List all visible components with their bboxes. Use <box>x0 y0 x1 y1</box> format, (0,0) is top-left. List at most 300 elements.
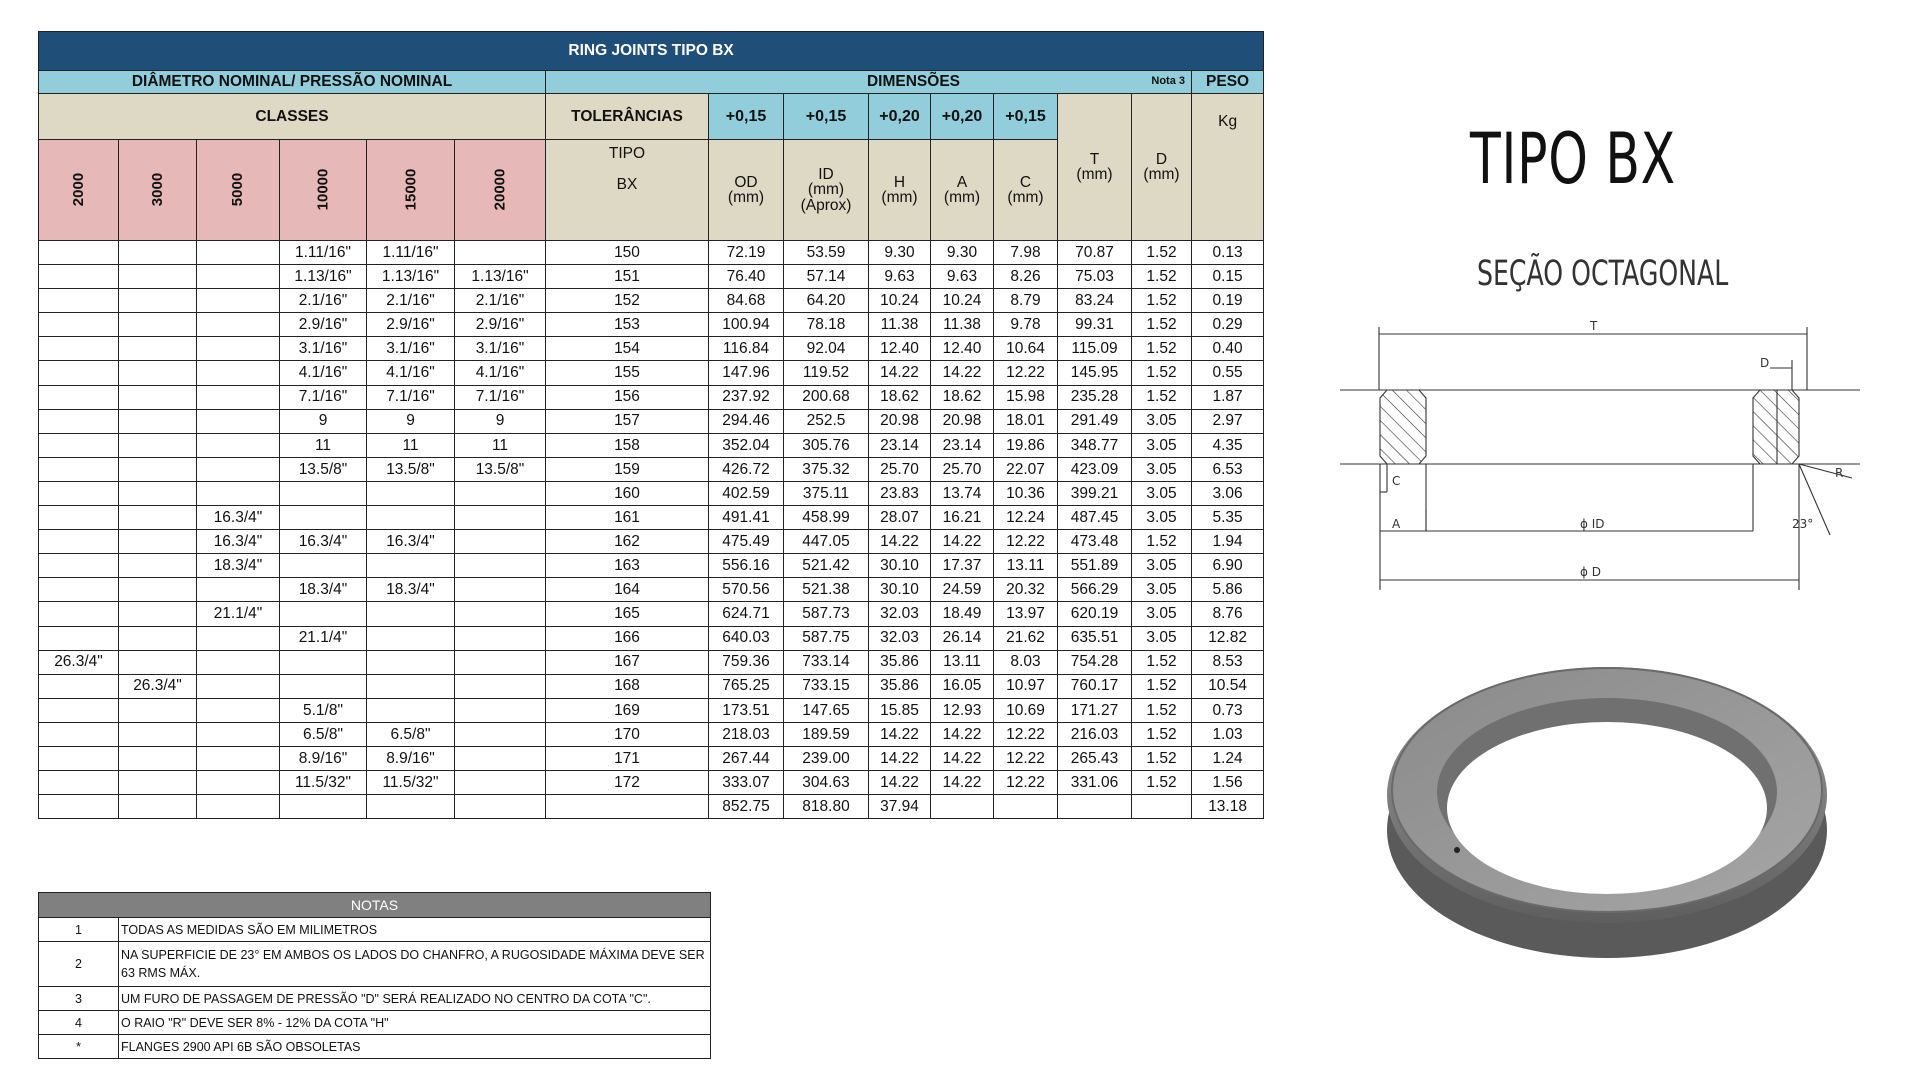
dimensions-label: DIMENSÕES <box>866 73 960 91</box>
table-cell <box>367 650 455 674</box>
pressure-3000-label: 3000 <box>149 173 166 207</box>
table-cell <box>280 506 367 530</box>
table-row <box>39 698 1264 722</box>
table-cell: 6.53 <box>1192 457 1264 481</box>
table-cell: 32.03 <box>869 626 931 650</box>
notes-table <box>38 892 711 1059</box>
table-cell <box>367 602 455 626</box>
table-cell <box>39 674 119 698</box>
table-cell: 160 <box>546 481 709 505</box>
table-cell: 0.73 <box>1192 698 1264 722</box>
table-cell: 760.17 <box>1058 674 1132 698</box>
a-header <box>931 140 994 241</box>
table-cell: 13.18 <box>1192 795 1264 819</box>
table-cell: 1.52 <box>1132 313 1192 337</box>
tolerance-id: +0,15 <box>784 94 869 140</box>
table-cell: 3.05 <box>1132 506 1192 530</box>
table-cell: 11 <box>280 433 367 457</box>
table-cell: 15.98 <box>994 385 1058 409</box>
table-cell: 6.90 <box>1192 554 1264 578</box>
table-cell: 1.52 <box>1132 698 1192 722</box>
table-cell <box>197 409 280 433</box>
table-cell <box>119 457 197 481</box>
table-cell: 1.52 <box>1132 337 1192 361</box>
pressure-5000 <box>197 140 280 241</box>
table-cell <box>119 650 197 674</box>
table-cell <box>367 626 455 650</box>
table-cell <box>546 795 709 819</box>
table-cell: 16.05 <box>931 674 994 698</box>
table-cell: 21.1/4" <box>280 626 367 650</box>
table-cell: 3.05 <box>1132 578 1192 602</box>
table-cell: 1.13/16" <box>455 265 546 289</box>
table-row <box>39 530 1264 554</box>
table-cell: 473.48 <box>1058 530 1132 554</box>
table-cell: 152 <box>546 289 709 313</box>
table-cell: 92.04 <box>784 337 869 361</box>
table-cell: 200.68 <box>784 385 869 409</box>
table-cell: 18.3/4" <box>367 578 455 602</box>
table-cell <box>280 554 367 578</box>
table-cell: 423.09 <box>1058 457 1132 481</box>
table-cell: 3.1/16" <box>455 337 546 361</box>
table-cell: 1.56 <box>1192 771 1264 795</box>
table-cell: 147.96 <box>709 361 784 385</box>
table-cell <box>1132 795 1192 819</box>
table-cell <box>197 650 280 674</box>
table-cell: 115.09 <box>1058 337 1132 361</box>
table-cell <box>280 650 367 674</box>
table-cell <box>455 481 546 505</box>
table-cell <box>119 313 197 337</box>
table-row <box>39 337 1264 361</box>
table-cell: 166 <box>546 626 709 650</box>
label-c: C <box>1392 474 1401 488</box>
od-unit: (mm) <box>727 189 765 206</box>
pressure-10000-label: 10000 <box>314 168 332 211</box>
table-cell: 12.22 <box>994 722 1058 746</box>
table-cell: 23.14 <box>931 433 994 457</box>
table-cell: 1.13/16" <box>280 265 367 289</box>
id-unit: (mm) <box>807 181 845 199</box>
table-cell: 164 <box>546 578 709 602</box>
table-cell <box>197 457 280 481</box>
table-cell: 348.77 <box>1058 433 1132 457</box>
table-cell: 26.3/4" <box>119 674 197 698</box>
table-cell: 18.49 <box>931 602 994 626</box>
table-cell <box>119 578 197 602</box>
table-cell: 76.40 <box>709 265 784 289</box>
table-row <box>39 481 1264 505</box>
table-cell: 426.72 <box>709 457 784 481</box>
pressure-5000-label: 5000 <box>229 173 247 207</box>
table-row <box>39 361 1264 385</box>
table-cell: 21.62 <box>994 626 1058 650</box>
table-cell <box>119 530 197 554</box>
table-cell: 447.05 <box>784 530 869 554</box>
table-cell <box>455 241 546 265</box>
table-cell: 3.05 <box>1132 602 1192 626</box>
table-cell: 305.76 <box>784 433 869 457</box>
table-cell: 13.74 <box>931 481 994 505</box>
label-r: R <box>1835 466 1844 480</box>
table-cell <box>367 481 455 505</box>
table-cell: 4.1/16" <box>280 361 367 385</box>
table-cell: 119.52 <box>784 361 869 385</box>
table-cell: 168 <box>546 674 709 698</box>
table-cell: 587.75 <box>784 626 869 650</box>
pressure-10000 <box>280 140 367 241</box>
table-cell: 733.15 <box>784 674 869 698</box>
table-cell: 12.22 <box>994 361 1058 385</box>
table-cell: 21.1/4" <box>197 602 280 626</box>
note-text: FLANGES 2900 API 6B SÃO OBSOLETAS <box>119 1035 711 1059</box>
table-cell: 1.11/16" <box>367 241 455 265</box>
table-cell: 375.11 <box>784 481 869 505</box>
table-cell: 12.22 <box>994 530 1058 554</box>
table-row <box>39 771 1264 795</box>
c-header <box>994 140 1058 241</box>
table-cell: 237.92 <box>709 385 784 409</box>
table-cell: 556.16 <box>709 554 784 578</box>
kg-header <box>1192 94 1264 241</box>
table-cell: 1.52 <box>1132 289 1192 313</box>
note-text: UM FURO DE PASSAGEM DE PRESSÃO "D" SERÁ REALIZADO NO CENTRO DA COTA "C". <box>119 987 711 1011</box>
drawing-heading: TIPO BX <box>1470 118 1676 200</box>
d-header-unit: (mm) <box>1143 166 1180 183</box>
table-row <box>39 289 1264 313</box>
table-cell <box>1058 795 1132 819</box>
table-cell: 53.59 <box>784 241 869 265</box>
table-cell: 8.9/16" <box>367 746 455 770</box>
table-cell: 521.42 <box>784 554 869 578</box>
table-cell <box>39 361 119 385</box>
table-cell: 304.63 <box>784 771 869 795</box>
table-cell: 37.94 <box>869 795 931 819</box>
table-cell <box>197 771 280 795</box>
table-cell: 8.76 <box>1192 602 1264 626</box>
table-cell: 84.68 <box>709 289 784 313</box>
table-cell <box>455 650 546 674</box>
table-cell: 10.97 <box>994 674 1058 698</box>
table-cell: 475.49 <box>709 530 784 554</box>
table-cell: 852.75 <box>709 795 784 819</box>
table-cell <box>367 698 455 722</box>
table-cell: 151 <box>546 265 709 289</box>
table-cell: 30.10 <box>869 554 931 578</box>
label-od: ϕ D <box>1580 565 1601 579</box>
table-cell: 2.9/16" <box>280 313 367 337</box>
table-cell: 99.31 <box>1058 313 1132 337</box>
table-cell <box>119 506 197 530</box>
table-cell: 1.24 <box>1192 746 1264 770</box>
table-cell <box>119 361 197 385</box>
table-cell: 640.03 <box>709 626 784 650</box>
table-cell: 3.05 <box>1132 433 1192 457</box>
table-cell <box>119 746 197 770</box>
table-cell: 1.52 <box>1132 674 1192 698</box>
table-row <box>39 265 1264 289</box>
table-cell: 163 <box>546 554 709 578</box>
table-cell: 2.9/16" <box>455 313 546 337</box>
table-cell: 1.87 <box>1192 385 1264 409</box>
table-cell <box>39 241 119 265</box>
t-header-label: T <box>1089 150 1100 168</box>
table-cell: 0.15 <box>1192 265 1264 289</box>
table-cell: 161 <box>546 506 709 530</box>
tipo-label: TIPO <box>608 145 646 162</box>
table-cell <box>39 506 119 530</box>
table-cell: 159 <box>546 457 709 481</box>
table-cell: 7.1/16" <box>367 385 455 409</box>
table-cell: 216.03 <box>1058 722 1132 746</box>
table-cell: 3.05 <box>1132 481 1192 505</box>
table-cell: 9.30 <box>869 241 931 265</box>
table-cell <box>39 554 119 578</box>
a-label: A <box>956 173 968 191</box>
table-cell: 155 <box>546 361 709 385</box>
table-cell: 3.05 <box>1132 409 1192 433</box>
table-cell: 167 <box>546 650 709 674</box>
table-cell: 265.43 <box>1058 746 1132 770</box>
table-row <box>39 241 1264 265</box>
table-row <box>39 626 1264 650</box>
table-cell: 13.5/8" <box>367 457 455 481</box>
table-cell <box>197 241 280 265</box>
table-cell: 624.71 <box>709 602 784 626</box>
table-cell: 252.5 <box>784 409 869 433</box>
table-cell <box>119 337 197 361</box>
table-cell <box>197 481 280 505</box>
table-cell: 239.00 <box>784 746 869 770</box>
h-label: H <box>893 173 906 191</box>
table-row <box>39 457 1264 481</box>
table-cell: 16.21 <box>931 506 994 530</box>
table-cell: 5.1/8" <box>280 698 367 722</box>
table-cell: 3.1/16" <box>280 337 367 361</box>
table-cell: 331.06 <box>1058 771 1132 795</box>
table-cell: 267.44 <box>709 746 784 770</box>
table-cell <box>280 602 367 626</box>
table-cell: 14.22 <box>931 530 994 554</box>
table-cell: 0.40 <box>1192 337 1264 361</box>
pressure-3000 <box>119 140 197 241</box>
table-row <box>39 313 1264 337</box>
table-row <box>39 409 1264 433</box>
table-cell: 24.59 <box>931 578 994 602</box>
table-cell: 153 <box>546 313 709 337</box>
table-cell: 18.62 <box>869 385 931 409</box>
table-cell <box>119 481 197 505</box>
table-cell: 12.40 <box>869 337 931 361</box>
table-cell <box>39 385 119 409</box>
table-cell: 23.83 <box>869 481 931 505</box>
table-cell: 4.35 <box>1192 433 1264 457</box>
table-cell <box>455 626 546 650</box>
table-row <box>39 433 1264 457</box>
table-cell <box>39 771 119 795</box>
table-title: RING JOINTS TIPO BX <box>39 32 1264 71</box>
table-cell: 8.79 <box>994 289 1058 313</box>
table-cell: 14.22 <box>931 746 994 770</box>
table-cell: 12.24 <box>994 506 1058 530</box>
table-cell <box>39 530 119 554</box>
table-cell: 64.20 <box>784 289 869 313</box>
table-cell: 1.52 <box>1132 385 1192 409</box>
table-cell <box>455 554 546 578</box>
table-cell <box>39 313 119 337</box>
table-cell: 16.3/4" <box>197 530 280 554</box>
table-cell: 10.24 <box>931 289 994 313</box>
table-cell: 10.69 <box>994 698 1058 722</box>
table-cell <box>119 722 197 746</box>
table-cell: 17.37 <box>931 554 994 578</box>
note-number: 1 <box>39 918 119 942</box>
table-cell <box>367 506 455 530</box>
table-cell <box>197 289 280 313</box>
table-cell: 16.3/4" <box>367 530 455 554</box>
t-header <box>1058 94 1132 241</box>
table-cell: 1.13/16" <box>367 265 455 289</box>
table-cell: 1.52 <box>1132 746 1192 770</box>
table-cell <box>119 698 197 722</box>
table-cell: 14.22 <box>869 771 931 795</box>
table-cell: 156 <box>546 385 709 409</box>
table-cell <box>197 722 280 746</box>
table-cell: 1.94 <box>1192 530 1264 554</box>
table-cell: 9.63 <box>931 265 994 289</box>
notes-section <box>38 892 710 1059</box>
label-a: A <box>1392 517 1401 531</box>
table-cell <box>39 481 119 505</box>
d-header-label: D <box>1155 150 1168 168</box>
table-cell: 8.53 <box>1192 650 1264 674</box>
table-cell: 8.03 <box>994 650 1058 674</box>
table-cell <box>367 795 455 819</box>
table-cell: 11.38 <box>869 313 931 337</box>
table-cell: 521.38 <box>784 578 869 602</box>
table-cell: 566.29 <box>1058 578 1132 602</box>
table-row <box>39 602 1264 626</box>
pressure-15000 <box>367 140 455 241</box>
table-cell: 18.01 <box>994 409 1058 433</box>
classes-header: CLASSES <box>39 94 546 140</box>
table-cell: 4.1/16" <box>367 361 455 385</box>
table-cell: 145.95 <box>1058 361 1132 385</box>
label-d: D <box>1760 356 1770 370</box>
table-cell <box>197 578 280 602</box>
table-cell: 11 <box>367 433 455 457</box>
table-cell: 7.98 <box>994 241 1058 265</box>
table-row <box>39 385 1264 409</box>
table-cell: 172 <box>546 771 709 795</box>
table-cell: 0.55 <box>1192 361 1264 385</box>
table-cell: 14.22 <box>869 361 931 385</box>
table-row <box>39 722 1264 746</box>
nominal-header: DIÂMETRO NOMINAL/ PRESSÃO NOMINAL <box>39 71 546 94</box>
table-cell <box>39 265 119 289</box>
table-cell <box>367 554 455 578</box>
table-cell: 733.14 <box>784 650 869 674</box>
table-cell: 333.07 <box>709 771 784 795</box>
note-text: NA SUPERFICIE DE 23° EM AMBOS OS LADOS DO CHANFRO, A RUGOSIDADE MÁXIMA DEVE SER 63 RMS MÁX. <box>119 942 711 987</box>
table-row <box>39 674 1264 698</box>
t-header-unit: (mm) <box>1076 166 1113 183</box>
table-row <box>39 554 1264 578</box>
table-cell <box>119 409 197 433</box>
table-cell: 158 <box>546 433 709 457</box>
table-cell: 13.5/8" <box>280 457 367 481</box>
table-cell: 375.32 <box>784 457 869 481</box>
table-cell: 11 <box>455 433 546 457</box>
octagonal-section-drawing <box>1340 310 1860 600</box>
bx-label: BX <box>616 176 638 193</box>
table-cell: 12.93 <box>931 698 994 722</box>
table-cell: 6.5/8" <box>367 722 455 746</box>
table-cell: 25.70 <box>931 457 994 481</box>
table-cell: 7.1/16" <box>455 385 546 409</box>
table-cell: 14.22 <box>931 722 994 746</box>
table-cell: 14.22 <box>869 530 931 554</box>
table-cell <box>39 722 119 746</box>
dimensions-header <box>546 71 1192 94</box>
table-cell <box>197 265 280 289</box>
table-cell <box>119 289 197 313</box>
table-cell: 11.5/32" <box>280 771 367 795</box>
table-cell <box>367 674 455 698</box>
table-cell: 150 <box>546 241 709 265</box>
table-cell: 7.1/16" <box>280 385 367 409</box>
label-id: ϕ ID <box>1580 517 1605 531</box>
table-cell: 9 <box>280 409 367 433</box>
table-cell: 2.97 <box>1192 409 1264 433</box>
table-cell: 25.70 <box>869 457 931 481</box>
table-cell <box>455 578 546 602</box>
table-cell: 9 <box>455 409 546 433</box>
table-cell: 620.19 <box>1058 602 1132 626</box>
table-cell: 173.51 <box>709 698 784 722</box>
table-cell <box>455 698 546 722</box>
table-cell: 3.05 <box>1132 626 1192 650</box>
table-cell: 8.9/16" <box>280 746 367 770</box>
table-cell <box>455 746 546 770</box>
table-cell: 116.84 <box>709 337 784 361</box>
tipo-bx-header <box>546 140 709 241</box>
table-cell: 1.11/16" <box>280 241 367 265</box>
table-cell: 9.30 <box>931 241 994 265</box>
table-cell: 30.10 <box>869 578 931 602</box>
label-angle: 23° <box>1792 517 1814 531</box>
table-cell: 9 <box>367 409 455 433</box>
table-cell <box>994 795 1058 819</box>
table-cell: 14.22 <box>931 361 994 385</box>
tolerance-a: +0,20 <box>931 94 994 140</box>
table-cell: 1.03 <box>1192 722 1264 746</box>
table-cell: 18.62 <box>931 385 994 409</box>
table-cell: 162 <box>546 530 709 554</box>
table-cell: 3.06 <box>1192 481 1264 505</box>
ring-joints-table-section <box>38 31 1263 819</box>
table-cell <box>197 674 280 698</box>
table-cell <box>455 674 546 698</box>
table-row <box>39 746 1264 770</box>
notes-title: NOTAS <box>39 893 711 918</box>
table-cell: 16.3/4" <box>280 530 367 554</box>
table-cell <box>197 795 280 819</box>
table-cell: 235.28 <box>1058 385 1132 409</box>
table-cell: 0.29 <box>1192 313 1264 337</box>
table-cell <box>455 722 546 746</box>
